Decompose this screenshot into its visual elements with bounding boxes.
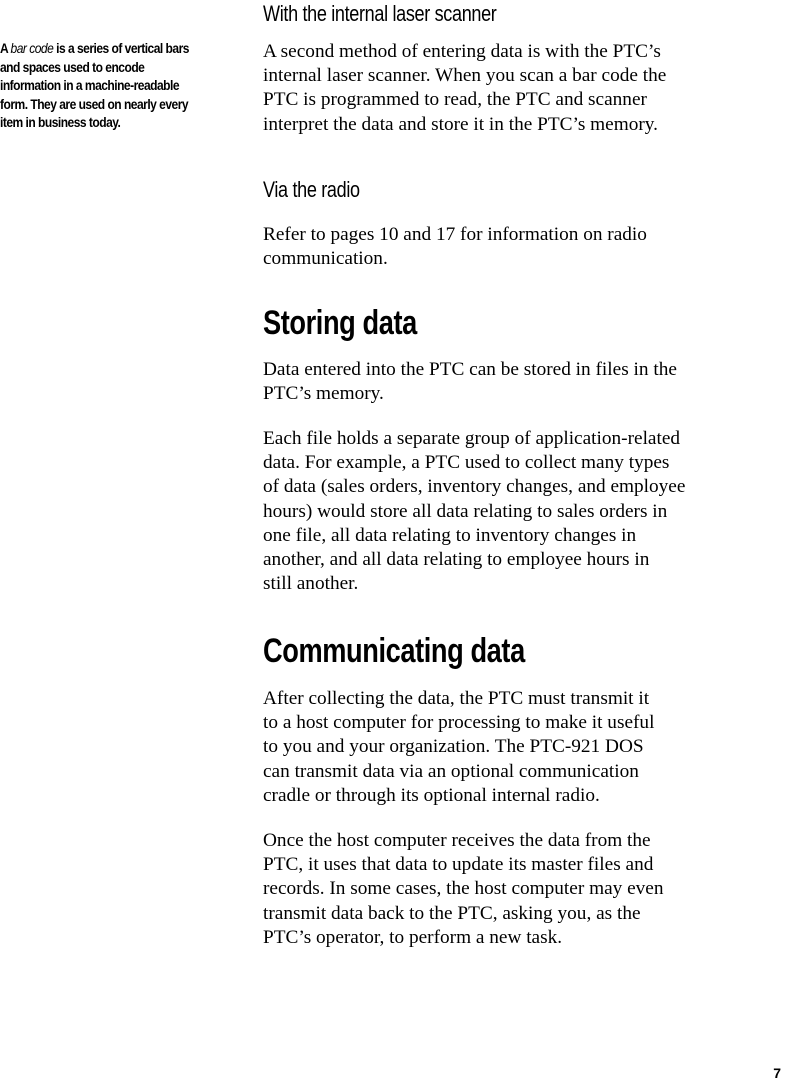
storing-data-heading: Storing data (263, 304, 417, 342)
sidebar-note-prefix: A (0, 40, 11, 56)
sidebar-note-text: is a series of vertical bars and spaces used to encode information in a machine-readable form. They are used on nearly every item in business today. (0, 40, 189, 131)
laser-scanner-paragraph: A second method of entering data is with the PTC’s internal laser scanner. When you scan a bar code the PTC is programmed to read, the PTC and scanner interpret the data and store it in the PTC’s memory. (263, 41, 667, 135)
page-number: 7 (773, 1065, 781, 1081)
communicating-data-paragraph-1: After collecting the data, the PTC must transmit it to a host computer for processing to make it useful to you and your organization. The PTC-921 DOS can transmit data via an optional communication cradle or through its optional internal radio. (263, 688, 655, 806)
communicating-data-heading: Communicating data (263, 632, 525, 670)
storing-data-paragraph-1: Data entered into the PTC can be stored in files in the PTC’s memory. (263, 359, 677, 405)
radio-heading: Via the radio (263, 177, 360, 202)
radio-paragraph: Refer to pages 10 and 17 for information on radio communication. (263, 224, 647, 270)
sidebar-note (0, 39, 191, 132)
communicating-data-paragraph-2: Once the host computer receives the data from the PTC, it uses that data to update its master files and records. In some cases, the host computer may even transmit data back to the PTC, asking you, as the PTC’s operator, to perform a new task. (263, 830, 664, 948)
laser-scanner-heading: With the internal laser scanner (263, 1, 497, 26)
storing-data-paragraph-2: Each file holds a separate group of application-related data. For example, a PTC used to collect many types of data (sales orders, inventory changes, and employee hours) would store all data relating to sales orders in one file, all data relating to inventory changes in another, and all data relating to employee hours in still another. (263, 428, 686, 595)
sidebar-note-term: bar code (10, 40, 54, 56)
